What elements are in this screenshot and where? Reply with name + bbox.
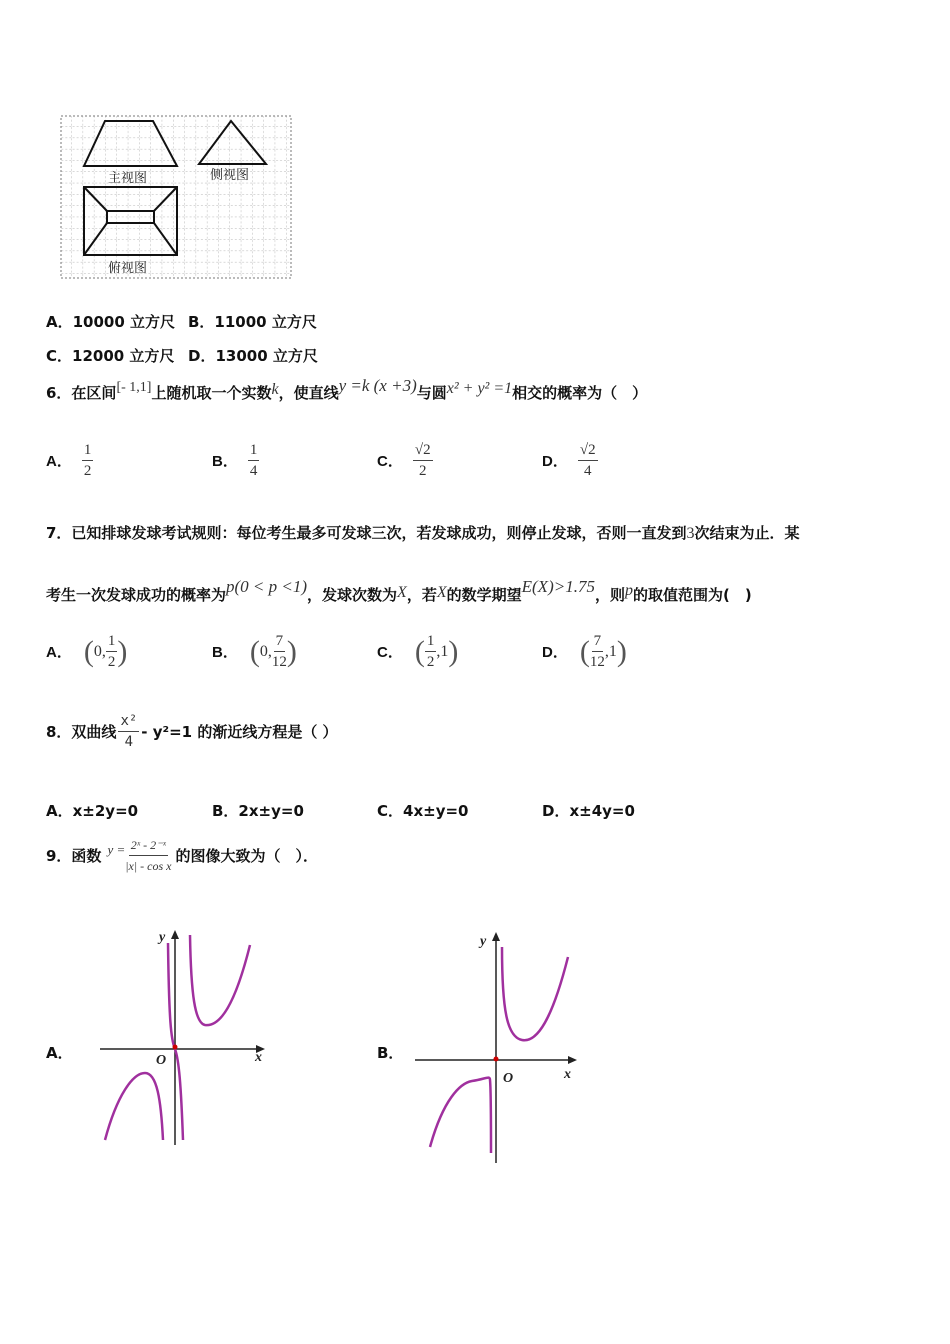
q7-text-2f: 的取值范围为( ) <box>632 586 752 604</box>
q9-text-1: 9．函数 <box>46 847 102 865</box>
q7-option-b-frac: $\frac{7}{12}$ <box>271 633 287 670</box>
q6-option-d[interactable] <box>542 441 598 480</box>
graph-a-y-label: y <box>159 930 166 945</box>
q8-option-a[interactable]: A．x±2y=0 <box>46 802 139 820</box>
q7-option-a[interactable] <box>46 632 127 671</box>
q6-option-b-frac: $\frac{1}{4}$ <box>249 442 258 479</box>
q7-option-b-pre: 0, <box>259 642 272 660</box>
graph-b-right-branch <box>502 947 568 1040</box>
q6-option-a[interactable] <box>46 441 93 480</box>
q8-option-c[interactable]: C．4x±y=0 <box>377 802 469 820</box>
q6-option-b[interactable] <box>212 441 259 480</box>
q7-option-a-rparen: ) <box>117 634 128 668</box>
q5-option-b[interactable]: B．11000 立方尺 <box>188 313 317 331</box>
q9-graph-b[interactable] <box>410 925 585 1165</box>
q9-y-eq: y = <box>107 841 126 857</box>
graph-b-origin-label: O <box>503 1071 514 1086</box>
q6-text-2: 上随机取一个实数 <box>151 384 272 402</box>
q8-option-b[interactable]: B．2x±y=0 <box>212 802 304 820</box>
q7-option-b-rparen: ) <box>286 634 297 668</box>
q6-interval: [- 1,1] <box>116 380 152 395</box>
q6-k: k <box>271 381 279 398</box>
graph-a-right-branch <box>190 935 250 1025</box>
q7-option-c-frac: $\frac{1}{2}$ <box>426 633 435 670</box>
q7-option-b-label: B． <box>212 644 238 661</box>
graph-b-y-label: y <box>480 934 487 949</box>
q7-stem-line2 <box>46 577 752 605</box>
q5-option-d[interactable]: D．13000 立方尺 <box>188 347 318 365</box>
q6-stem <box>46 376 648 403</box>
q7-option-d[interactable] <box>542 632 627 671</box>
q7-text-2a: 考生一次发球成功的概率为 <box>46 586 227 604</box>
q7-three: 3 <box>686 525 695 542</box>
q6-option-d-frac: $\frac{√2}{4}$ <box>579 442 596 479</box>
q7-option-a-pre: 0, <box>93 642 106 660</box>
q7-X1: X <box>397 584 407 601</box>
graph-b-x-label: x <box>564 1067 571 1082</box>
q7-option-c[interactable] <box>377 632 458 671</box>
q5-option-a[interactable]: A．10000 立方尺 <box>46 313 176 331</box>
q9-graph-a[interactable] <box>95 925 275 1150</box>
q6-circle-equation: x² + y² =1 <box>446 380 513 397</box>
q8-frac: $\frac{\text{x²}}{4}$ <box>120 713 138 750</box>
q7-option-a-lparen: ( <box>83 634 94 668</box>
q6-option-c-frac: $\frac{√2}{2}$ <box>414 442 431 479</box>
q8-text-1: 8．双曲线 <box>46 723 117 741</box>
front-view-label: 主视图 <box>108 171 148 186</box>
q6-option-a-frac: $\frac{1}{2}$ <box>83 442 92 479</box>
q7-option-d-rparen: ) <box>616 634 627 668</box>
q7-text-1-end: 次结束为止．某 <box>694 524 800 542</box>
q7-text-2b: ，发球次数为 <box>307 586 398 604</box>
q9-option-a-label[interactable]: A． <box>46 1044 73 1062</box>
graph-a-left-branch <box>105 1073 163 1140</box>
q7-option-d-frac: $\frac{7}{12}$ <box>589 633 605 670</box>
q7-text-1: 7．已知排球发球考试规则：每位考生最多可发球三次，若发球成功，则停止发球，否则一直发到 <box>46 524 687 542</box>
side-view-label: 侧视图 <box>210 168 250 183</box>
three-view-figure <box>60 115 294 283</box>
q6-text-4: 与圆 <box>416 384 447 402</box>
q7-option-d-lparen: ( <box>579 634 590 668</box>
q7-expect: E(X)>1.75 <box>521 577 595 596</box>
q5-option-c[interactable]: C．12000 立方尺 <box>46 347 175 365</box>
q6-option-c[interactable] <box>377 441 433 480</box>
q6-option-c-label: C． <box>377 453 403 470</box>
q6-option-b-label: B． <box>212 453 238 470</box>
q9-stem <box>46 836 318 875</box>
q6-option-d-label: D． <box>542 453 568 470</box>
q7-p: p <box>624 582 633 599</box>
q7-option-a-label: A． <box>46 644 72 661</box>
q6-option-a-label: A． <box>46 453 72 470</box>
graph-a-x-label: x <box>255 1050 262 1065</box>
q9-option-b-label[interactable]: B． <box>377 1044 404 1062</box>
graph-b-left-branch <box>430 1078 491 1153</box>
graph-a-origin-label: O <box>156 1053 167 1068</box>
q7-option-c-lparen: ( <box>414 634 425 668</box>
q8-text-2: - y²=1 的渐近线方程是（ ） <box>141 723 338 741</box>
q9-frac: $\frac{\text{2ˣ - 2⁻ˣ}}{\text{|x| - cos x}}$ <box>125 838 172 873</box>
q7-option-d-post: ,1 <box>604 642 617 660</box>
q7-text-2d: 的数学期望 <box>446 586 522 604</box>
q8-option-d[interactable]: D．x±4y=0 <box>542 802 635 820</box>
q6-text-3: ，使直线 <box>278 384 339 402</box>
q7-option-a-frac: $\frac{1}{2}$ <box>107 633 116 670</box>
q7-text-2c: ，若 <box>406 586 437 604</box>
q7-option-c-post: ,1 <box>436 642 449 660</box>
q7-stem-line1 <box>46 522 799 543</box>
q7-option-b-lparen: ( <box>249 634 260 668</box>
q6-text-1: 6．在区间 <box>46 384 117 402</box>
q7-option-d-label: D． <box>542 644 568 661</box>
q7-prob: p(0 < p <1) <box>226 577 308 596</box>
q6-line-equation: y =k (x +3) <box>338 376 417 395</box>
q6-text-5: 相交的概率为（ ） <box>512 384 648 402</box>
q7-text-2e: ，则 <box>594 586 625 604</box>
q7-option-c-label: C． <box>377 644 403 661</box>
q7-X2: X <box>436 584 447 601</box>
q7-option-c-rparen: ) <box>448 634 459 668</box>
top-view-label: 俯视图 <box>108 261 148 276</box>
q9-text-2: 的图像大致为（ ）． <box>175 847 318 865</box>
q8-stem <box>46 712 338 751</box>
q7-option-b[interactable] <box>212 632 297 671</box>
